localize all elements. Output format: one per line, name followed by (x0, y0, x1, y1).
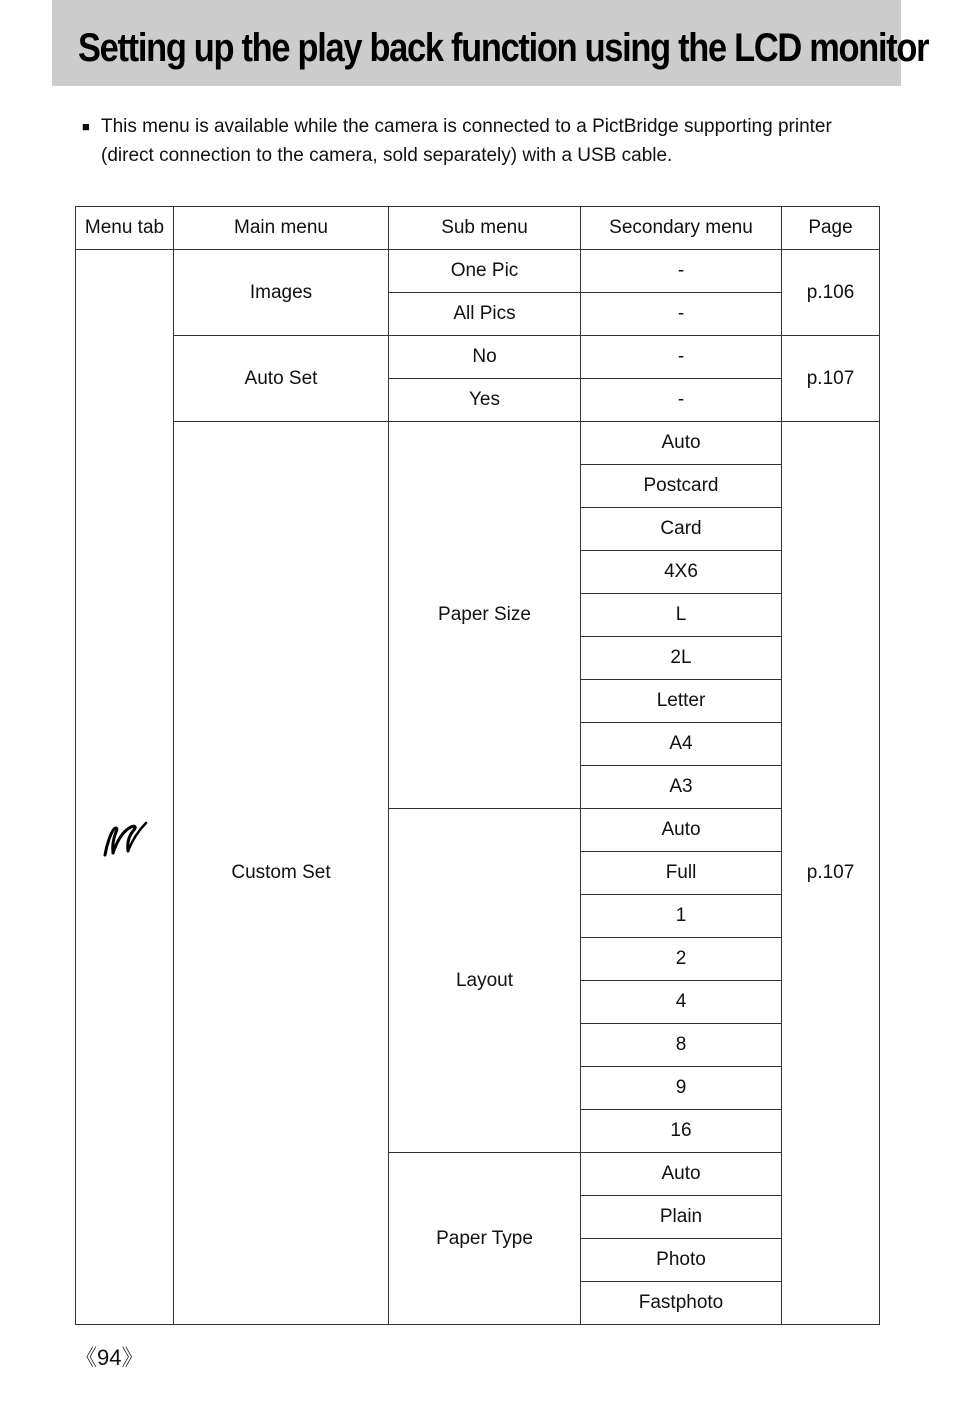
secondary-menu-cell: 2 (581, 938, 782, 981)
menu-tab-cell (76, 250, 174, 1325)
table-row (76, 422, 880, 465)
page-title: Setting up the play back function using the LCD monitor (78, 26, 929, 70)
secondary-menu-cell: 16 (581, 1110, 782, 1153)
header-sub-menu: Sub menu (389, 207, 581, 250)
sub-menu-layout: Layout (389, 809, 581, 1153)
menu-table (75, 206, 880, 1325)
secondary-menu-cell: 4X6 (581, 551, 782, 594)
main-menu-custom-set: Custom Set (174, 422, 389, 1325)
secondary-menu-cell: Auto (581, 422, 782, 465)
main-menu-images: Images (174, 250, 389, 336)
secondary-menu-cell: A3 (581, 766, 782, 809)
secondary-menu-cell: Letter (581, 680, 782, 723)
page-ref-images: p.106 (782, 250, 880, 336)
sub-menu-cell: All Pics (389, 293, 581, 336)
page-ref-auto-set: p.107 (782, 336, 880, 422)
table-row (76, 336, 880, 379)
main-menu-auto-set: Auto Set (174, 336, 389, 422)
secondary-menu-cell: 2L (581, 637, 782, 680)
header-secondary-menu: Secondary menu (581, 207, 782, 250)
secondary-menu-cell: Plain (581, 1196, 782, 1239)
sub-menu-cell: No (389, 336, 581, 379)
secondary-menu-cell: A4 (581, 723, 782, 766)
secondary-menu-cell: Auto (581, 1153, 782, 1196)
secondary-menu-cell: Fastphoto (581, 1282, 782, 1325)
secondary-menu-cell: - (581, 336, 782, 379)
secondary-menu-cell: L (581, 594, 782, 637)
sub-menu-cell: Yes (389, 379, 581, 422)
sub-menu-paper-size: Paper Size (389, 422, 581, 809)
header-main-menu: Main menu (174, 207, 389, 250)
secondary-menu-cell: - (581, 250, 782, 293)
secondary-menu-cell: - (581, 293, 782, 336)
title-bar (52, 0, 929, 86)
table-header-row (76, 207, 880, 250)
page-ref-custom-set: p.107 (782, 422, 880, 1325)
secondary-menu-cell: Auto (581, 809, 782, 852)
availability-note (82, 112, 882, 170)
sub-menu-paper-type: Paper Type (389, 1153, 581, 1325)
page-number: 《94》 (75, 1345, 144, 1370)
sub-menu-cell: One Pic (389, 250, 581, 293)
header-page: Page (782, 207, 880, 250)
secondary-menu-cell: 4 (581, 981, 782, 1024)
secondary-menu-cell: 1 (581, 895, 782, 938)
note-line-1: This menu is available while the camera is connected to a PictBridge supporting printer (101, 116, 832, 137)
secondary-menu-cell: Full (581, 852, 782, 895)
note-line-2: (direct connection to the camera, sold separately) with a USB cable. (101, 145, 673, 166)
secondary-menu-cell: 8 (581, 1024, 782, 1067)
secondary-menu-cell: Card (581, 508, 782, 551)
header-menu-tab: Menu tab (76, 207, 174, 250)
secondary-menu-cell: 9 (581, 1067, 782, 1110)
secondary-menu-cell: Postcard (581, 465, 782, 508)
note-bullet: ■ (82, 119, 90, 134)
pictbridge-icon (101, 819, 149, 865)
table-row (76, 250, 880, 293)
secondary-menu-cell: - (581, 379, 782, 422)
secondary-menu-cell: Photo (581, 1239, 782, 1282)
